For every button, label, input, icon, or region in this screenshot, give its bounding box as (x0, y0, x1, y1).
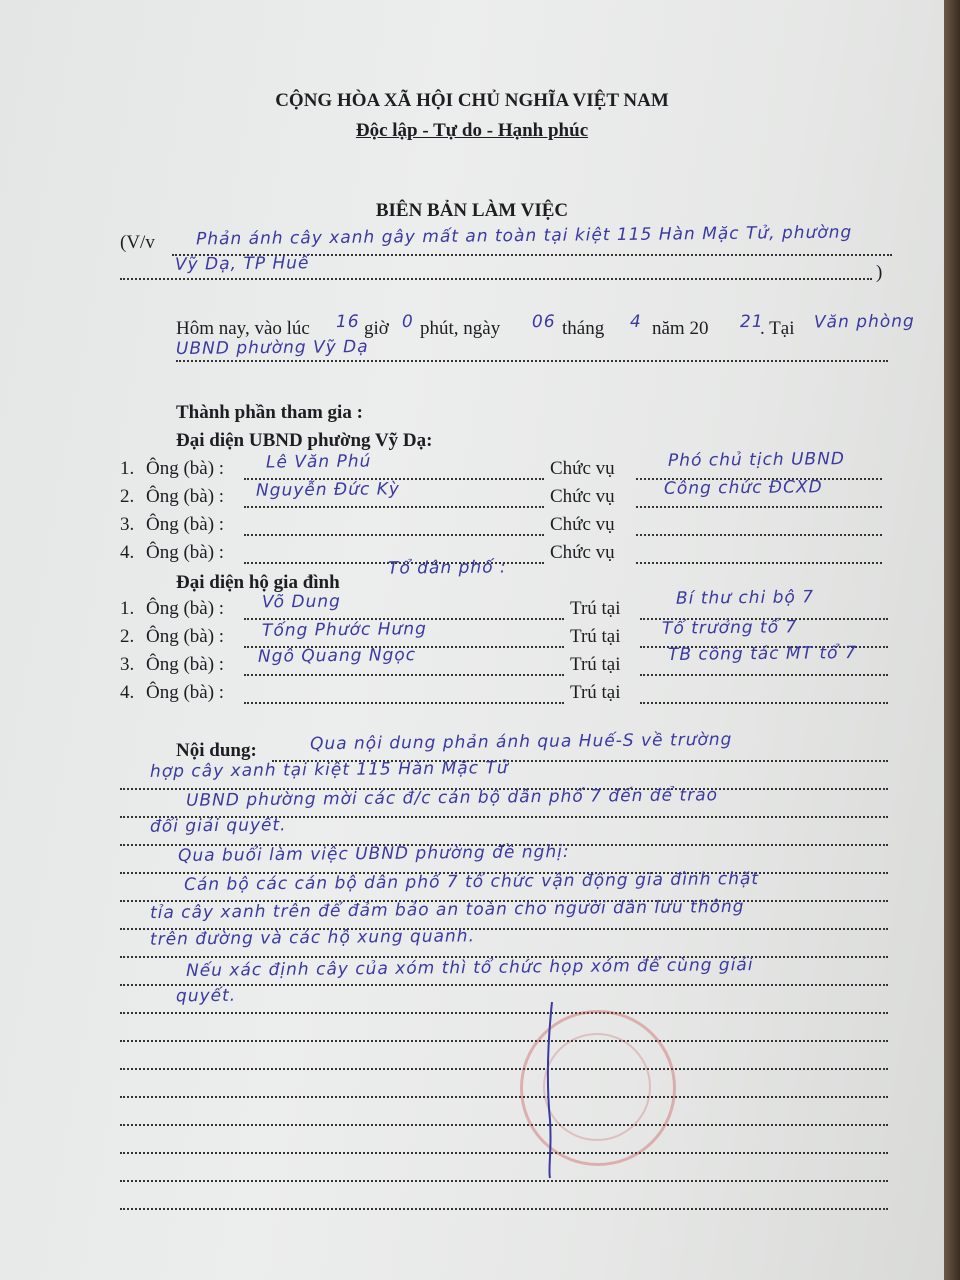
content-line: trên đường và các hộ xung quanh. (149, 926, 476, 950)
row-number: 4. (120, 682, 135, 703)
content-line: Nếu xác định cây của xóm thì tổ chức họp xóm để cùng giải (185, 955, 754, 981)
person-label: Ông (bà) : (146, 514, 225, 535)
name-line (244, 674, 564, 676)
household-note: Tổ dân phố : (387, 557, 507, 579)
content-line: đổi giải quyết. (149, 815, 287, 837)
name-line (244, 534, 544, 536)
name-line (244, 506, 544, 508)
table-edge (944, 0, 960, 1280)
row-number: 1. (120, 598, 135, 619)
person-label: Ông (bà) : (146, 542, 225, 563)
person-role: Phó chủ tịch UBND (667, 449, 846, 471)
person-name: Ngô Quang Ngọc (257, 645, 417, 667)
person-label: Ông (bà) : (146, 626, 225, 647)
row-number: 1. (120, 458, 135, 479)
row-number: 2. (120, 486, 135, 507)
content-rule (120, 1208, 888, 1210)
meeting-place-line (176, 360, 888, 362)
meeting-place-2: UBND phường Vỹ Dạ (175, 336, 369, 360)
content-label: Nội dung: (176, 740, 257, 761)
row-number: 3. (120, 514, 135, 535)
content-line: Qua nội dung phản ánh qua Huế-S về trường (309, 729, 733, 755)
national-motto: Độc lập - Tự do - Hạnh phúc (355, 120, 589, 141)
subject-line-2 (120, 278, 872, 280)
person-residence: TB công tác MT tổ 7 (667, 643, 857, 665)
ubnd-heading: Đại diện UBND phường Vỹ Dạ: (176, 430, 433, 451)
meeting-month: 4 (629, 311, 642, 333)
document-title: BIÊN BẢN LÀM VIỆC (375, 200, 569, 221)
content-rule (120, 1012, 888, 1014)
meeting-text-5: năm 20 (652, 318, 709, 339)
role-label: Chức vụ (550, 486, 615, 507)
meeting-place-1: Văn phòng (813, 311, 915, 333)
content-line: Cán bộ các cán bộ dân phố 7 tổ chức vận động gia đình chặt (183, 868, 760, 896)
person-name: Nguyễn Đức Kỳ (255, 479, 400, 501)
content-line: hợp cây xanh tại kiệt 115 Hàn Mặc Tử (149, 758, 509, 782)
name-line (244, 702, 564, 704)
role-label: Chức vụ (550, 458, 615, 479)
person-residence: Tổ trưởng tổ 7 (661, 617, 798, 639)
content-rule (120, 1040, 888, 1042)
signature-stroke (540, 1000, 560, 1180)
meeting-text-3: phút, ngày (420, 318, 501, 339)
meeting-day: 06 (531, 311, 556, 333)
role-line (636, 534, 882, 536)
residence-label: Trú tại (570, 654, 621, 675)
participants-heading: Thành phần tham gia : (176, 402, 363, 423)
meeting-text-2: giờ (364, 318, 389, 339)
meeting-text-1: Hôm nay, vào lúc (176, 318, 310, 339)
content-rule (120, 1124, 888, 1126)
content-line: Qua buổi làm việc UBND phường đề nghị: (177, 841, 570, 867)
content-rule (120, 1096, 888, 1098)
content-rule (120, 1152, 888, 1154)
meeting-text-6: . Tại (760, 318, 795, 339)
person-role: Công chức ĐCXD (663, 477, 823, 499)
person-label: Ông (bà) : (146, 654, 225, 675)
content-rule (120, 1180, 888, 1182)
content-line: UBND phường mời các đ/c cán bộ dân phố 7 đến để trao (185, 785, 719, 811)
residence-label: Trú tại (570, 682, 621, 703)
role-line (636, 506, 882, 508)
subject-close: ) (876, 262, 883, 283)
row-number: 3. (120, 654, 135, 675)
meeting-text-4: tháng (562, 318, 605, 339)
content-line: quyết. (175, 985, 237, 1007)
role-label: Chức vụ (550, 542, 615, 563)
person-label: Ông (bà) : (146, 458, 225, 479)
role-label: Chức vụ (550, 514, 615, 535)
person-name: Lê Văn Phú (265, 451, 372, 473)
person-label: Ông (bà) : (146, 598, 225, 619)
person-name: Tống Phước Hưng (261, 619, 427, 641)
person-label: Ông (bà) : (146, 682, 225, 703)
meeting-minute: 0 (401, 311, 414, 333)
row-number: 4. (120, 542, 135, 563)
residence-label: Trú tại (570, 626, 621, 647)
row-number: 2. (120, 626, 135, 647)
subject-prefix: (V/v (120, 232, 155, 253)
subject-text-1: Phản ánh cây xanh gây mất an toàn tại kiệt 115 Hàn Mặc Tử, phường (195, 222, 853, 250)
subject-text-2: Vỹ Dạ, TP Huế (174, 253, 310, 275)
residence-line (640, 674, 888, 676)
content-rule (120, 1068, 888, 1070)
meeting-hour: 16 (335, 311, 360, 333)
person-residence: Bí thư chi bộ 7 (675, 587, 815, 609)
person-name: Võ Dung (261, 591, 341, 613)
person-label: Ông (bà) : (146, 486, 225, 507)
content-line: tỉa cây xanh trên để đảm bảo an toàn cho người dân lưu thông (149, 896, 745, 924)
residence-label: Trú tại (570, 598, 621, 619)
role-line (636, 562, 882, 564)
household-heading: Đại diện hộ gia đình (176, 572, 340, 593)
national-title: CỘNG HÒA XÃ HỘI CHỦ NGHĨA VIỆT NAM (275, 90, 669, 111)
residence-line (640, 702, 888, 704)
meeting-year: 21 (739, 311, 764, 333)
